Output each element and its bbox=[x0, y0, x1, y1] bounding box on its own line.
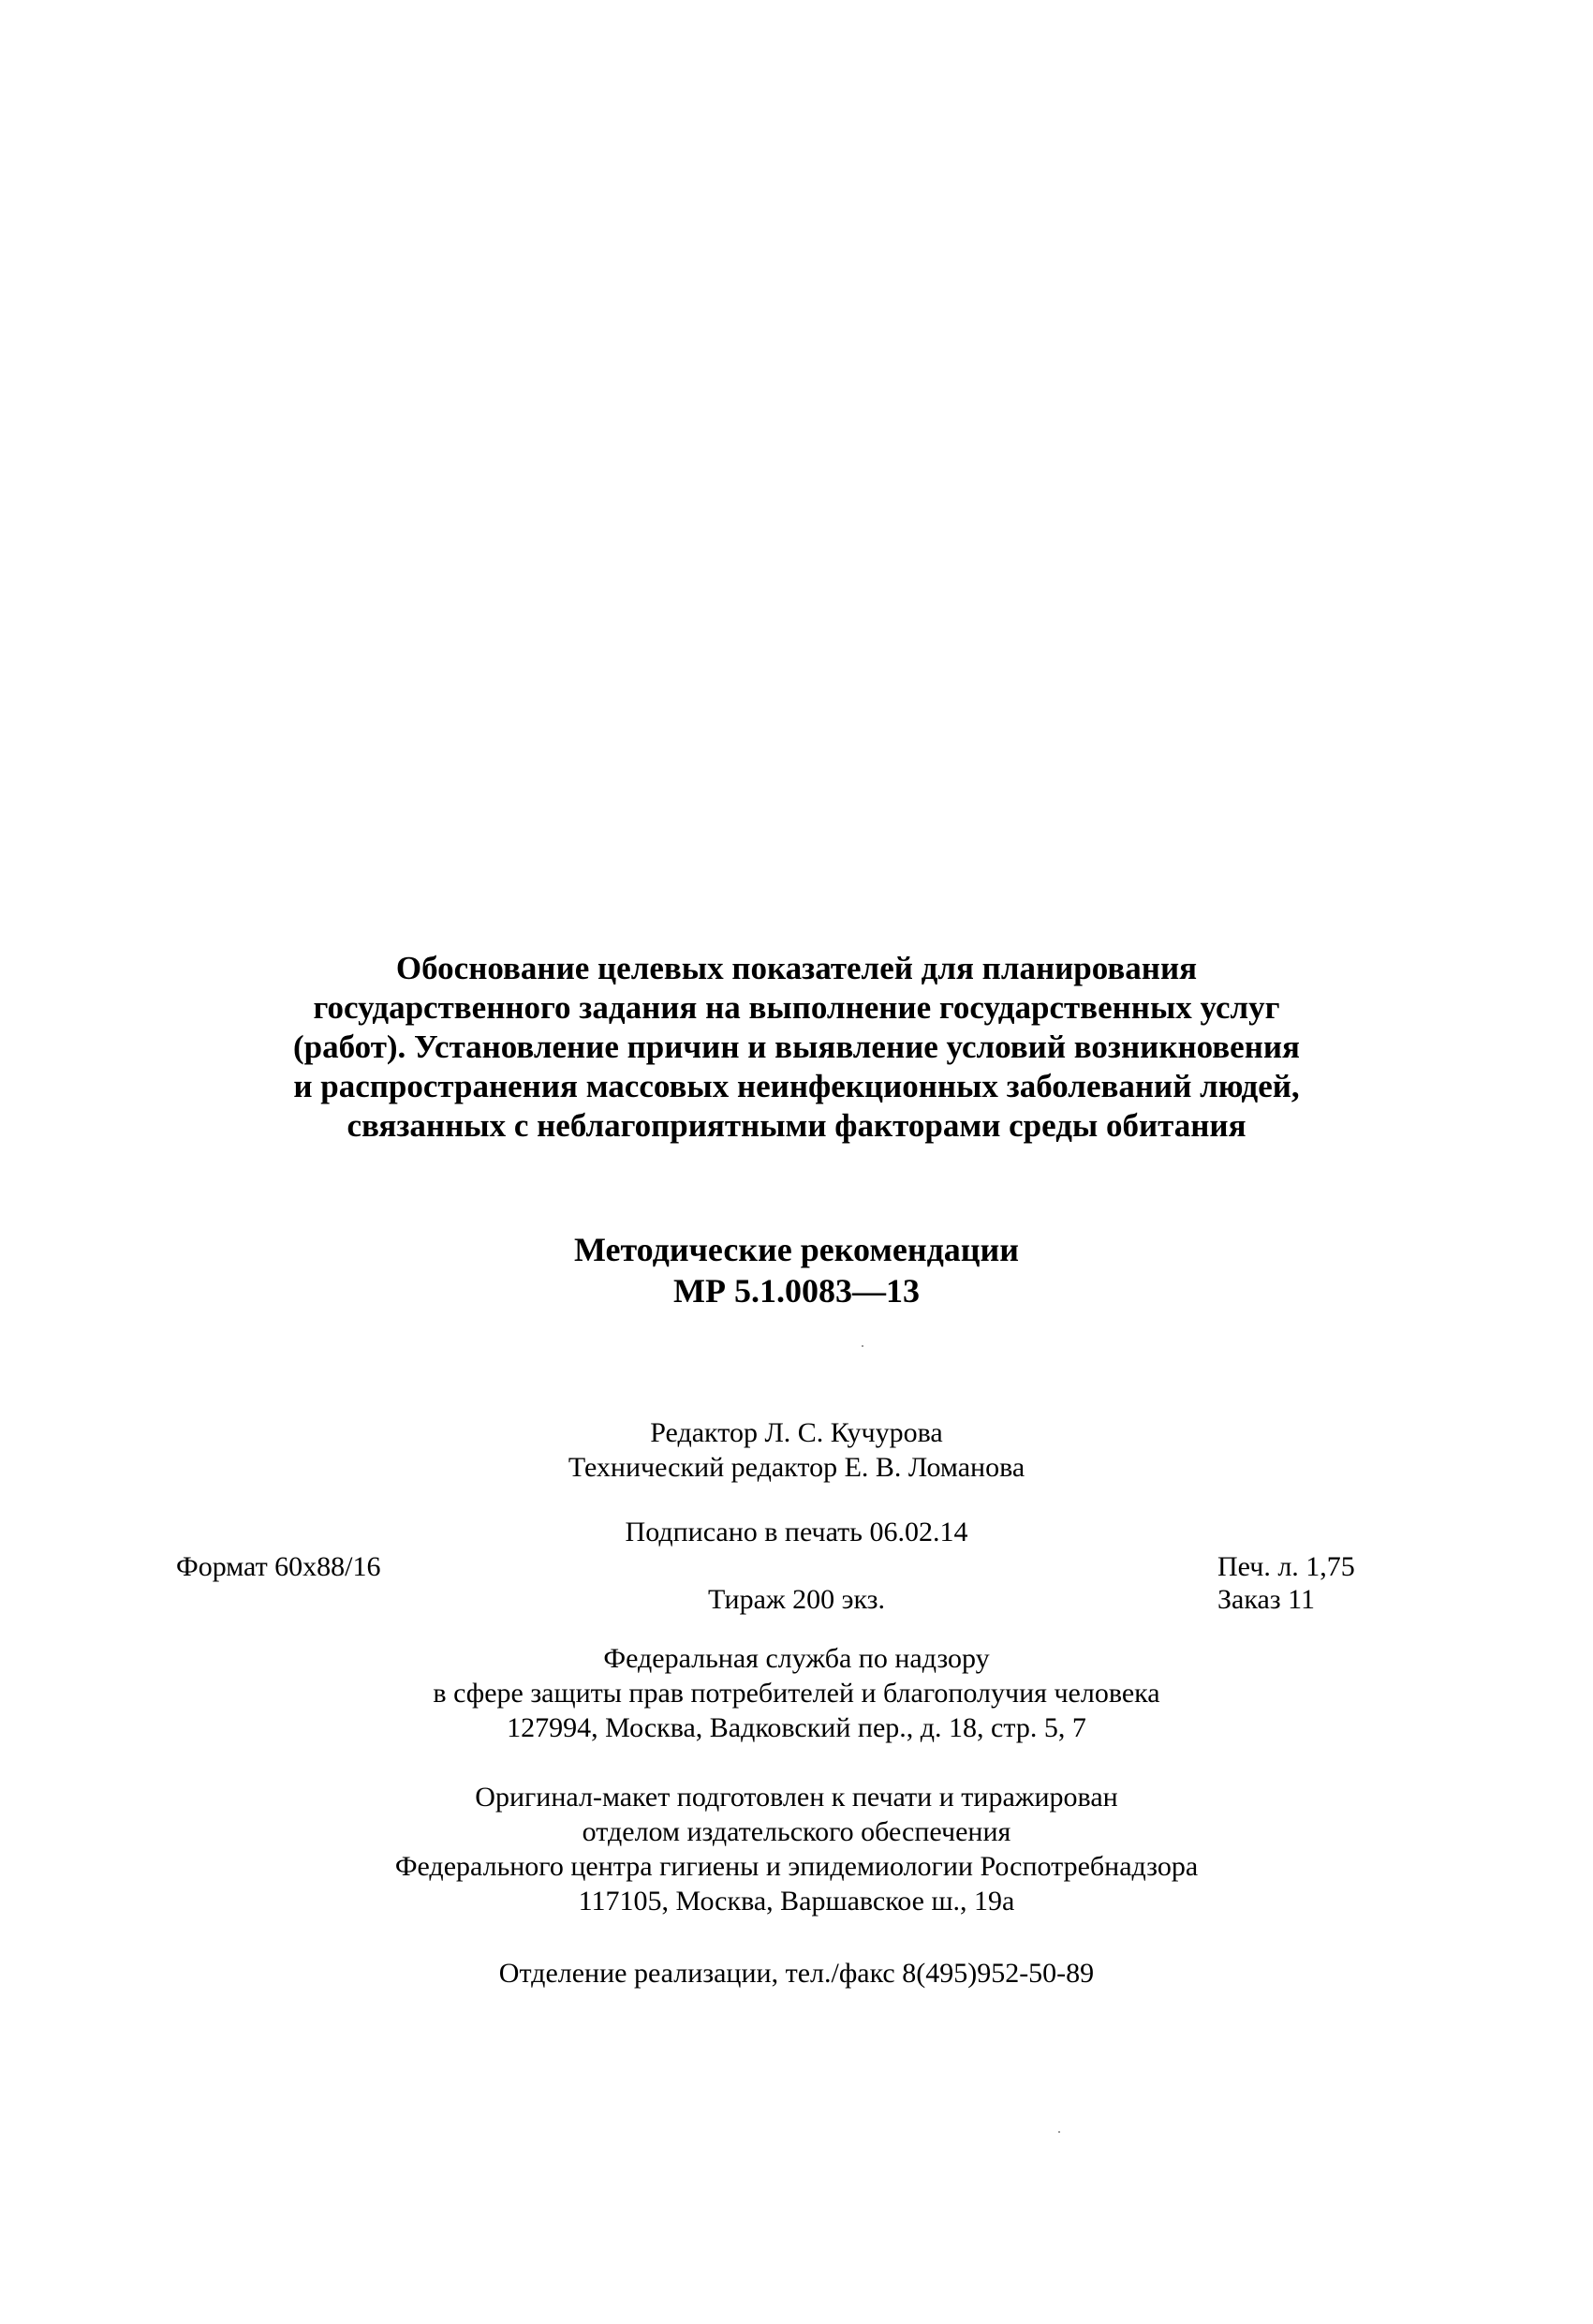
editor-line: Редактор Л. С. Кучурова bbox=[650, 1417, 943, 1448]
title-line-2: государственного задания на выполнение государственных услуг bbox=[313, 989, 1280, 1026]
title-line-1: Обоснование целевых показателей для планирования bbox=[395, 950, 1198, 986]
title-line-3: (работ). Установление причин и выявление условий возникновения bbox=[293, 1029, 1300, 1065]
publisher-line-2: в сфере защиты прав потребителей и благополучия человека bbox=[433, 1678, 1160, 1709]
layout-info-line-1: Оригинал-макет подготовлен к печати и тиражирован bbox=[475, 1782, 1118, 1813]
document-title bbox=[140, 949, 1453, 1146]
scan-speck bbox=[1058, 2131, 1060, 2133]
document-type: Методические рекомендации bbox=[573, 1231, 1020, 1268]
layout-info-line-2: отделом издательского обеспечения bbox=[582, 1816, 1011, 1847]
scan-speck bbox=[862, 1345, 863, 1347]
order-line: Заказ 11 bbox=[1217, 1584, 1316, 1615]
layout-info-address: 117105, Москва, Варшавское ш., 19а bbox=[578, 1886, 1015, 1917]
document-number: МР 5.1.0083—13 bbox=[673, 1272, 920, 1310]
title-line-5: связанных с неблагоприятными факторами среды обитания bbox=[347, 1107, 1246, 1144]
sales-line: Отделение реализации, тел./факс 8(495)952-50-89 bbox=[498, 1958, 1095, 1989]
tech-editor-line: Технический редактор Е. В. Ломанова bbox=[568, 1452, 1025, 1483]
layout-info-line-3: Федерального центра гигиены и эпидемиологии Роспотребнадзора bbox=[394, 1851, 1199, 1882]
title-line-4: и распространения массовых неинфекционных заболеваний людей, bbox=[293, 1068, 1300, 1104]
document-type-block bbox=[140, 1229, 1453, 1311]
format-line: Формат 60х88/16 bbox=[176, 1551, 381, 1582]
signed-line: Подписано в печать 06.02.14 bbox=[625, 1517, 968, 1547]
print-sheets-line: Печ. л. 1,75 bbox=[1217, 1551, 1355, 1582]
publisher-address: 127994, Москва, Вадковский пер., д. 18, стр. 5, 7 bbox=[507, 1712, 1086, 1743]
circulation-line: Тираж 200 экз. bbox=[707, 1584, 886, 1615]
publisher-line-1: Федеральная служба по надзору bbox=[603, 1643, 990, 1674]
